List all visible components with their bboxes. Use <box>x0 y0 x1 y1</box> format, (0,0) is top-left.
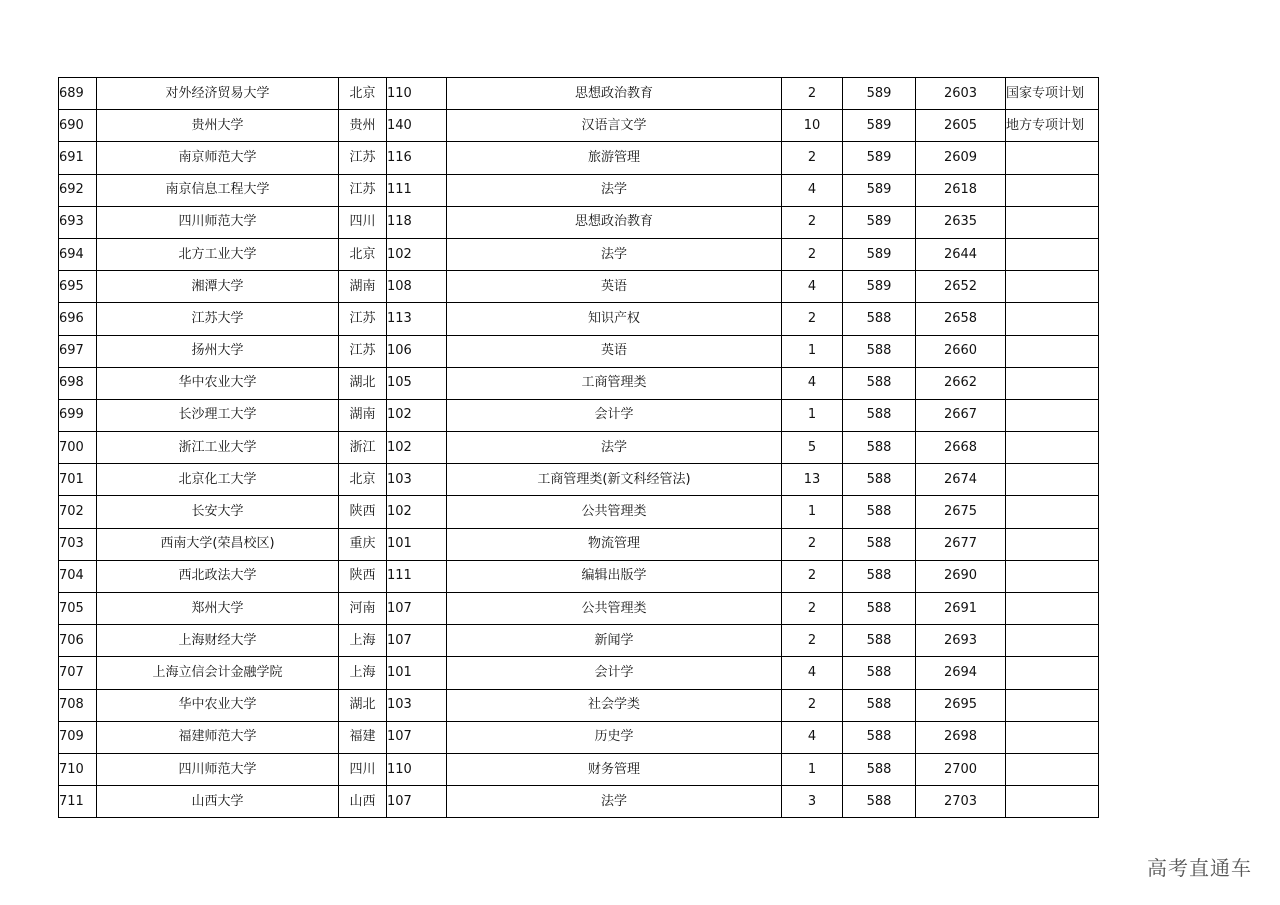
min-rank-cell: 2691 <box>916 593 1006 625</box>
plan-count-cell: 2 <box>782 528 843 560</box>
province-cell: 四川 <box>339 753 387 785</box>
university-cell: 南京师范大学 <box>97 142 339 174</box>
major-code-cell: 113 <box>387 303 447 335</box>
rank-cell: 695 <box>59 271 97 303</box>
province-cell: 湖北 <box>339 367 387 399</box>
min-score-cell: 588 <box>843 625 916 657</box>
province-cell: 北京 <box>339 464 387 496</box>
min-rank-cell: 2644 <box>916 238 1006 270</box>
table-row <box>59 753 1099 785</box>
min-rank-cell: 2693 <box>916 625 1006 657</box>
table-row <box>59 496 1099 528</box>
major-code-cell: 101 <box>387 657 447 689</box>
note-cell <box>1006 399 1099 431</box>
major-name-cell: 法学 <box>447 238 782 270</box>
plan-count-cell: 2 <box>782 560 843 592</box>
major-code-cell: 116 <box>387 142 447 174</box>
plan-count-cell: 4 <box>782 367 843 399</box>
province-cell: 北京 <box>339 78 387 110</box>
province-cell: 江苏 <box>339 335 387 367</box>
note-cell <box>1006 206 1099 238</box>
major-code-cell: 110 <box>387 753 447 785</box>
major-name-cell: 编辑出版学 <box>447 560 782 592</box>
plan-count-cell: 2 <box>782 238 843 270</box>
province-cell: 浙江 <box>339 432 387 464</box>
table-row <box>59 206 1099 238</box>
plan-count-cell: 4 <box>782 657 843 689</box>
major-name-cell: 英语 <box>447 271 782 303</box>
major-name-cell: 英语 <box>447 335 782 367</box>
min-rank-cell: 2674 <box>916 464 1006 496</box>
table-row <box>59 786 1099 818</box>
min-score-cell: 589 <box>843 206 916 238</box>
table-row <box>59 399 1099 431</box>
min-score-cell: 588 <box>843 753 916 785</box>
university-cell: 长沙理工大学 <box>97 399 339 431</box>
major-name-cell: 财务管理 <box>447 753 782 785</box>
note-cell <box>1006 142 1099 174</box>
university-cell: 四川师范大学 <box>97 753 339 785</box>
plan-count-cell: 13 <box>782 464 843 496</box>
table-row <box>59 78 1099 110</box>
min-score-cell: 589 <box>843 142 916 174</box>
province-cell: 湖北 <box>339 689 387 721</box>
university-cell: 郑州大学 <box>97 593 339 625</box>
major-code-cell: 118 <box>387 206 447 238</box>
plan-count-cell: 2 <box>782 78 843 110</box>
major-name-cell: 法学 <box>447 786 782 818</box>
major-name-cell: 知识产权 <box>447 303 782 335</box>
plan-count-cell: 2 <box>782 593 843 625</box>
major-code-cell: 103 <box>387 464 447 496</box>
major-code-cell: 107 <box>387 625 447 657</box>
table-row <box>59 335 1099 367</box>
major-name-cell: 公共管理类 <box>447 496 782 528</box>
plan-count-cell: 4 <box>782 721 843 753</box>
table-row <box>59 238 1099 270</box>
plan-count-cell: 3 <box>782 786 843 818</box>
plan-count-cell: 10 <box>782 110 843 142</box>
min-rank-cell: 2618 <box>916 174 1006 206</box>
note-cell <box>1006 689 1099 721</box>
min-score-cell: 588 <box>843 721 916 753</box>
note-cell <box>1006 367 1099 399</box>
province-cell: 江苏 <box>339 174 387 206</box>
plan-count-cell: 1 <box>782 335 843 367</box>
min-rank-cell: 2694 <box>916 657 1006 689</box>
major-name-cell: 社会学类 <box>447 689 782 721</box>
province-cell: 江苏 <box>339 142 387 174</box>
min-score-cell: 589 <box>843 271 916 303</box>
rank-cell: 706 <box>59 625 97 657</box>
university-cell: 扬州大学 <box>97 335 339 367</box>
min-score-cell: 589 <box>843 78 916 110</box>
min-score-cell: 588 <box>843 689 916 721</box>
university-cell: 西北政法大学 <box>97 560 339 592</box>
major-name-cell: 旅游管理 <box>447 142 782 174</box>
min-rank-cell: 2603 <box>916 78 1006 110</box>
province-cell: 陕西 <box>339 496 387 528</box>
major-code-cell: 107 <box>387 721 447 753</box>
province-cell: 上海 <box>339 625 387 657</box>
rank-cell: 702 <box>59 496 97 528</box>
note-cell <box>1006 721 1099 753</box>
rank-cell: 693 <box>59 206 97 238</box>
note-cell <box>1006 464 1099 496</box>
rank-cell: 690 <box>59 110 97 142</box>
min-score-cell: 588 <box>843 560 916 592</box>
min-score-cell: 588 <box>843 464 916 496</box>
admission-table <box>58 77 1099 818</box>
province-cell: 河南 <box>339 593 387 625</box>
rank-cell: 696 <box>59 303 97 335</box>
note-cell <box>1006 238 1099 270</box>
major-code-cell: 111 <box>387 174 447 206</box>
min-score-cell: 588 <box>843 496 916 528</box>
university-cell: 福建师范大学 <box>97 721 339 753</box>
rank-cell: 698 <box>59 367 97 399</box>
university-cell: 湘潭大学 <box>97 271 339 303</box>
plan-count-cell: 1 <box>782 399 843 431</box>
university-cell: 贵州大学 <box>97 110 339 142</box>
major-name-cell: 历史学 <box>447 721 782 753</box>
university-cell: 四川师范大学 <box>97 206 339 238</box>
min-score-cell: 588 <box>843 657 916 689</box>
note-cell <box>1006 303 1099 335</box>
min-score-cell: 589 <box>843 238 916 270</box>
min-rank-cell: 2675 <box>916 496 1006 528</box>
table-row <box>59 432 1099 464</box>
note-cell <box>1006 657 1099 689</box>
table-row <box>59 110 1099 142</box>
university-cell: 江苏大学 <box>97 303 339 335</box>
min-rank-cell: 2667 <box>916 399 1006 431</box>
province-cell: 北京 <box>339 238 387 270</box>
min-score-cell: 589 <box>843 110 916 142</box>
table-row <box>59 464 1099 496</box>
table-row <box>59 625 1099 657</box>
rank-cell: 697 <box>59 335 97 367</box>
rank-cell: 701 <box>59 464 97 496</box>
province-cell: 江苏 <box>339 303 387 335</box>
major-code-cell: 102 <box>387 496 447 528</box>
table-row <box>59 560 1099 592</box>
note-cell <box>1006 625 1099 657</box>
min-rank-cell: 2700 <box>916 753 1006 785</box>
watermark-text: 高考直通车 <box>1147 856 1252 880</box>
rank-cell: 692 <box>59 174 97 206</box>
plan-count-cell: 2 <box>782 142 843 174</box>
province-cell: 福建 <box>339 721 387 753</box>
note-cell <box>1006 786 1099 818</box>
table-row <box>59 271 1099 303</box>
major-name-cell: 思想政治教育 <box>447 206 782 238</box>
university-cell: 南京信息工程大学 <box>97 174 339 206</box>
major-code-cell: 102 <box>387 238 447 270</box>
table-row <box>59 593 1099 625</box>
rank-cell: 708 <box>59 689 97 721</box>
plan-count-cell: 5 <box>782 432 843 464</box>
university-cell: 上海立信会计金融学院 <box>97 657 339 689</box>
university-cell: 北方工业大学 <box>97 238 339 270</box>
major-code-cell: 110 <box>387 78 447 110</box>
min-score-cell: 589 <box>843 174 916 206</box>
rank-cell: 705 <box>59 593 97 625</box>
province-cell: 贵州 <box>339 110 387 142</box>
min-rank-cell: 2662 <box>916 367 1006 399</box>
table-row <box>59 528 1099 560</box>
min-rank-cell: 2668 <box>916 432 1006 464</box>
major-name-cell: 新闻学 <box>447 625 782 657</box>
major-code-cell: 102 <box>387 399 447 431</box>
plan-count-cell: 1 <box>782 753 843 785</box>
rank-cell: 707 <box>59 657 97 689</box>
major-code-cell: 107 <box>387 593 447 625</box>
min-rank-cell: 2698 <box>916 721 1006 753</box>
min-score-cell: 588 <box>843 335 916 367</box>
min-score-cell: 588 <box>843 432 916 464</box>
university-cell: 对外经济贸易大学 <box>97 78 339 110</box>
rank-cell: 703 <box>59 528 97 560</box>
min-score-cell: 588 <box>843 528 916 560</box>
note-cell <box>1006 528 1099 560</box>
rank-cell: 704 <box>59 560 97 592</box>
table-row <box>59 689 1099 721</box>
plan-count-cell: 2 <box>782 689 843 721</box>
plan-count-cell: 4 <box>782 174 843 206</box>
min-rank-cell: 2690 <box>916 560 1006 592</box>
university-cell: 华中农业大学 <box>97 689 339 721</box>
province-cell: 湖南 <box>339 399 387 431</box>
university-cell: 华中农业大学 <box>97 367 339 399</box>
major-name-cell: 会计学 <box>447 399 782 431</box>
table-row <box>59 174 1099 206</box>
note-cell <box>1006 335 1099 367</box>
major-name-cell: 工商管理类(新文科经管法) <box>447 464 782 496</box>
note-cell: 国家专项计划 <box>1006 78 1099 110</box>
min-score-cell: 588 <box>843 786 916 818</box>
table-row <box>59 142 1099 174</box>
table-row <box>59 303 1099 335</box>
min-rank-cell: 2660 <box>916 335 1006 367</box>
major-name-cell: 会计学 <box>447 657 782 689</box>
note-cell <box>1006 753 1099 785</box>
table-row <box>59 721 1099 753</box>
major-code-cell: 102 <box>387 432 447 464</box>
min-rank-cell: 2703 <box>916 786 1006 818</box>
note-cell <box>1006 174 1099 206</box>
min-rank-cell: 2652 <box>916 271 1006 303</box>
plan-count-cell: 2 <box>782 625 843 657</box>
min-rank-cell: 2677 <box>916 528 1006 560</box>
min-rank-cell: 2609 <box>916 142 1006 174</box>
major-name-cell: 法学 <box>447 432 782 464</box>
note-cell <box>1006 432 1099 464</box>
major-name-cell: 思想政治教育 <box>447 78 782 110</box>
note-cell <box>1006 560 1099 592</box>
table-row <box>59 657 1099 689</box>
rank-cell: 710 <box>59 753 97 785</box>
table-body <box>59 78 1099 818</box>
rank-cell: 694 <box>59 238 97 270</box>
plan-count-cell: 2 <box>782 206 843 238</box>
university-cell: 上海财经大学 <box>97 625 339 657</box>
plan-count-cell: 4 <box>782 271 843 303</box>
min-score-cell: 588 <box>843 303 916 335</box>
province-cell: 陕西 <box>339 560 387 592</box>
note-cell <box>1006 593 1099 625</box>
major-name-cell: 物流管理 <box>447 528 782 560</box>
major-code-cell: 103 <box>387 689 447 721</box>
major-code-cell: 140 <box>387 110 447 142</box>
rank-cell: 700 <box>59 432 97 464</box>
major-code-cell: 107 <box>387 786 447 818</box>
major-code-cell: 108 <box>387 271 447 303</box>
min-rank-cell: 2605 <box>916 110 1006 142</box>
min-score-cell: 588 <box>843 399 916 431</box>
plan-count-cell: 2 <box>782 303 843 335</box>
min-score-cell: 588 <box>843 367 916 399</box>
major-name-cell: 公共管理类 <box>447 593 782 625</box>
province-cell: 湖南 <box>339 271 387 303</box>
note-cell: 地方专项计划 <box>1006 110 1099 142</box>
table-row <box>59 367 1099 399</box>
major-code-cell: 101 <box>387 528 447 560</box>
major-name-cell: 法学 <box>447 174 782 206</box>
major-code-cell: 105 <box>387 367 447 399</box>
province-cell: 上海 <box>339 657 387 689</box>
rank-cell: 709 <box>59 721 97 753</box>
university-cell: 长安大学 <box>97 496 339 528</box>
note-cell <box>1006 271 1099 303</box>
plan-count-cell: 1 <box>782 496 843 528</box>
rank-cell: 699 <box>59 399 97 431</box>
min-rank-cell: 2635 <box>916 206 1006 238</box>
university-cell: 北京化工大学 <box>97 464 339 496</box>
major-name-cell: 汉语言文学 <box>447 110 782 142</box>
university-cell: 浙江工业大学 <box>97 432 339 464</box>
min-rank-cell: 2658 <box>916 303 1006 335</box>
rank-cell: 691 <box>59 142 97 174</box>
rank-cell: 689 <box>59 78 97 110</box>
rank-cell: 711 <box>59 786 97 818</box>
min-score-cell: 588 <box>843 593 916 625</box>
province-cell: 重庆 <box>339 528 387 560</box>
major-name-cell: 工商管理类 <box>447 367 782 399</box>
university-cell: 西南大学(荣昌校区) <box>97 528 339 560</box>
university-cell: 山西大学 <box>97 786 339 818</box>
min-rank-cell: 2695 <box>916 689 1006 721</box>
province-cell: 四川 <box>339 206 387 238</box>
province-cell: 山西 <box>339 786 387 818</box>
major-code-cell: 111 <box>387 560 447 592</box>
note-cell <box>1006 496 1099 528</box>
major-code-cell: 106 <box>387 335 447 367</box>
